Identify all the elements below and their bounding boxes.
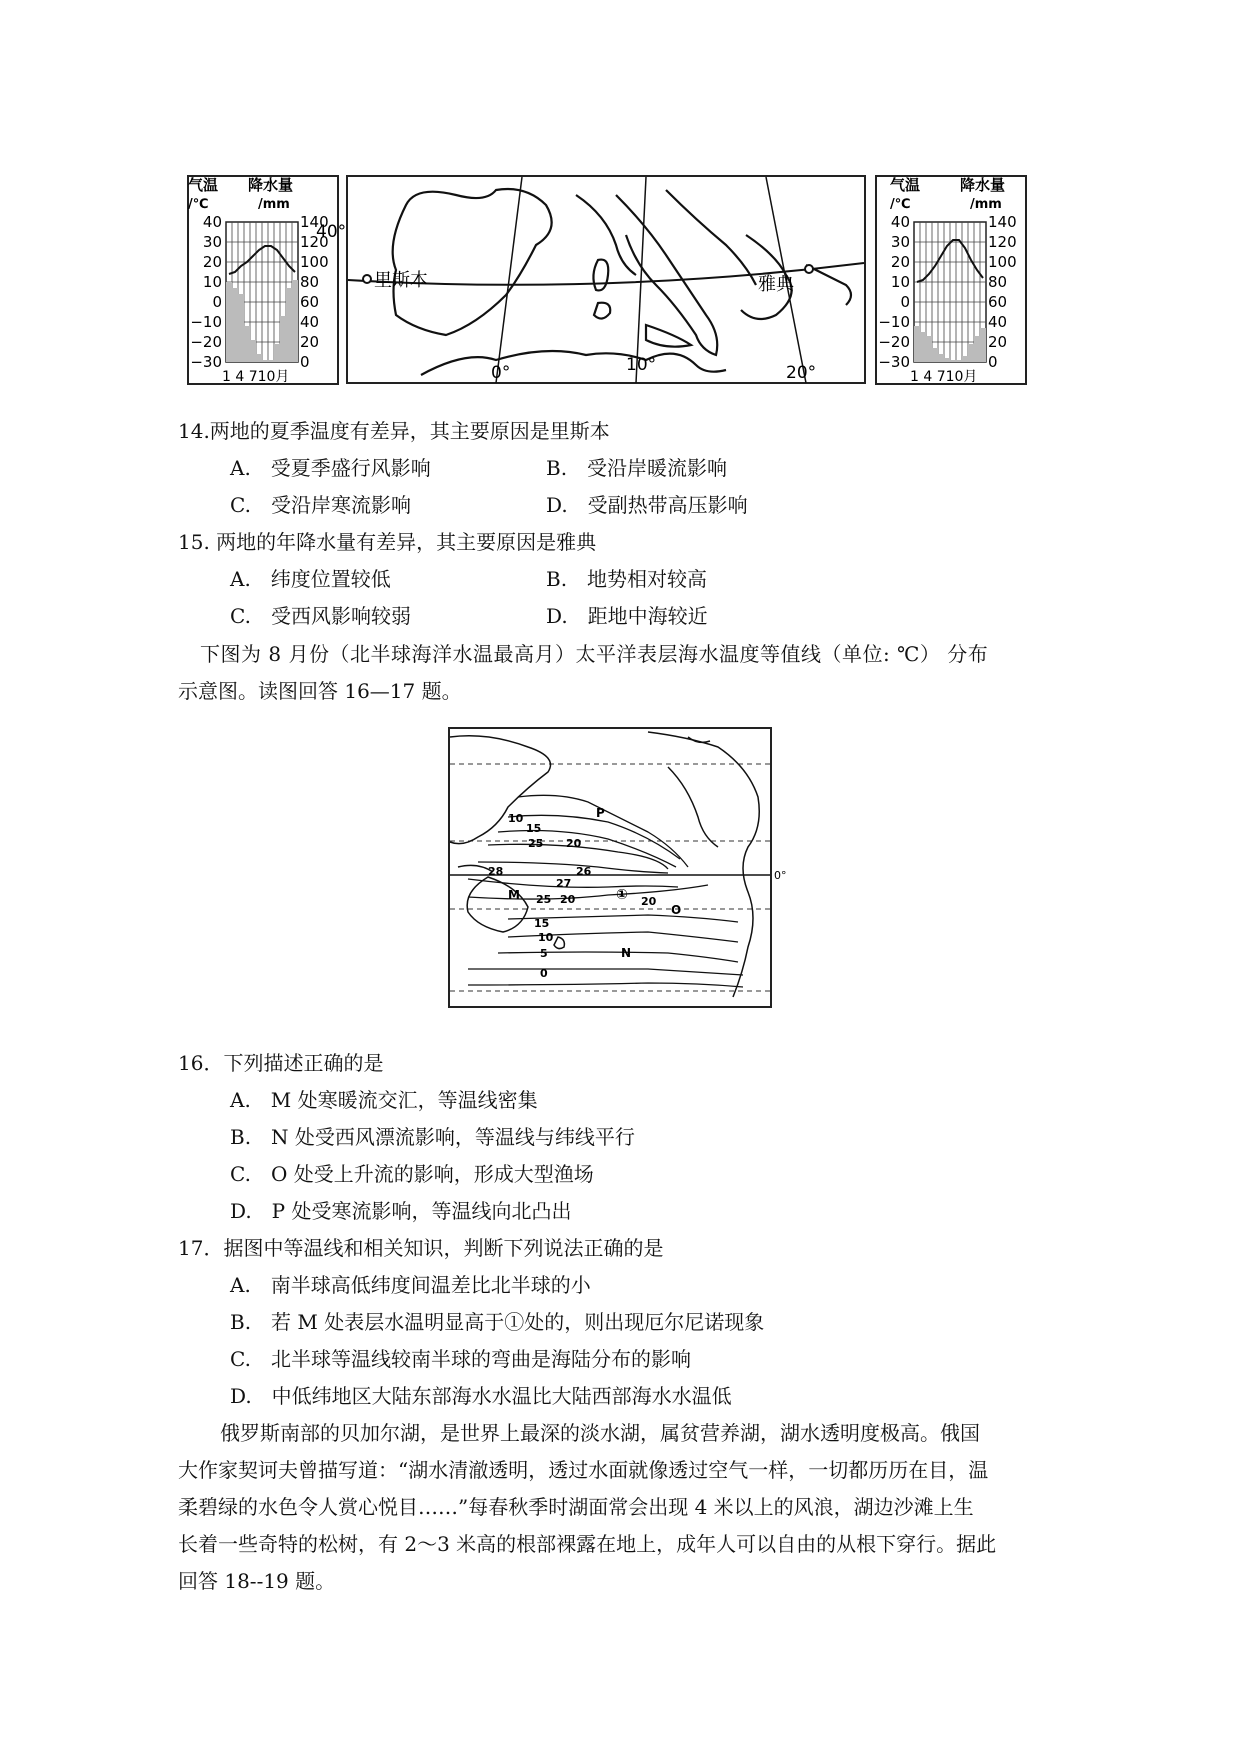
svg-text:20: 20 xyxy=(890,253,910,271)
svg-text:10: 10 xyxy=(538,931,554,944)
q15-option-a: A. 纬度位置较低 xyxy=(230,567,391,591)
svg-text:120: 120 xyxy=(988,233,1017,251)
mediterranean-map-svg xyxy=(316,175,866,385)
svg-text:15: 15 xyxy=(534,917,550,930)
q17-stem: 17．据图中等温线和相关知识，判断下列说法正确的是 xyxy=(178,1236,664,1260)
climate-chart-athens xyxy=(876,176,1026,386)
lon-0-label: 0° xyxy=(491,363,511,383)
temp-label: 气温 xyxy=(890,176,921,194)
svg-text:−20: −20 xyxy=(878,333,910,351)
intro-16-line1: 下图为 8 月份（北半球海洋水温最高月）太平洋表层海水温度等值线（单位: ℃） 分布 xyxy=(200,642,989,666)
svg-text:25: 25 xyxy=(528,837,544,850)
passage-line4: 长着一些奇特的松树，有 2～3 米高的根部裸露在地上，成年人可以自由的从根下穿行。据此 xyxy=(178,1532,997,1556)
svg-text:0: 0 xyxy=(988,353,998,371)
svg-text:120: 120 xyxy=(300,233,329,251)
q15-stem: 15. 两地的年降水量有差异，其主要原因是雅典 xyxy=(178,530,597,554)
svg-text:40: 40 xyxy=(988,313,1008,331)
intro-16-line2: 示意图。读图回答 16—17 题。 xyxy=(178,679,462,703)
precip-label: 降水量 xyxy=(960,176,1006,194)
svg-text:−10: −10 xyxy=(190,313,222,331)
lat-40-label: 40° xyxy=(316,222,347,242)
svg-text:30: 30 xyxy=(890,233,910,251)
passage-line1: 俄罗斯南部的贝加尔湖，是世界上最深的淡水湖，属贫营养湖，湖水透明度极高。俄国 xyxy=(220,1421,980,1445)
month-ticks: 1 4 710月 xyxy=(222,369,290,385)
climate-chart-lisbon xyxy=(188,176,338,386)
svg-text:140: 140 xyxy=(300,213,329,231)
svg-text:10: 10 xyxy=(508,812,524,825)
svg-text:100: 100 xyxy=(988,253,1017,271)
passage-line2: 大作家契诃夫曾描写道：“湖水清澈透明，透过水面就像透过空气一样，一切都历历在目，温 xyxy=(178,1458,989,1482)
svg-text:20: 20 xyxy=(566,837,582,850)
pacific-sst-map xyxy=(448,727,788,1009)
svg-text:−30: −30 xyxy=(190,353,222,371)
svg-text:27: 27 xyxy=(556,877,572,890)
climate-chart-lisbon-svg xyxy=(188,176,338,386)
month-ticks: 1 4 710月 xyxy=(910,369,978,385)
svg-text:20: 20 xyxy=(641,895,657,908)
pacific-sst-map-svg xyxy=(448,727,788,1009)
q16-option-c: C. O 处受上升流的影响，形成大型渔场 xyxy=(230,1162,594,1186)
lon-20-label: 20° xyxy=(786,363,817,383)
passage-line5: 回答 18--19 题。 xyxy=(178,1569,336,1593)
passage-line3: 柔碧绿的水色令人赏心悦目……”每春秋季时湖面常会出现 4 米以上的风浪，湖边沙滩上生 xyxy=(178,1495,974,1519)
svg-text:5: 5 xyxy=(540,947,548,960)
svg-text:28: 28 xyxy=(488,865,504,878)
temp-unit: /℃ xyxy=(188,197,209,212)
q16-option-b: B. N 处受西风漂流影响，等温线与纬线平行 xyxy=(230,1125,635,1149)
svg-text:−10: −10 xyxy=(878,313,910,331)
label-o: O xyxy=(671,903,682,917)
precip-unit: /mm xyxy=(970,197,1002,212)
label-p: P xyxy=(596,806,605,820)
svg-text:25: 25 xyxy=(536,893,552,906)
temp-unit: /℃ xyxy=(890,197,911,212)
q14-stem: 14.两地的夏季温度有差异，其主要原因是里斯本 xyxy=(178,419,610,443)
label-n: N xyxy=(621,946,632,960)
svg-text:10: 10 xyxy=(890,273,910,291)
q14-option-c: C. 受沿岸寒流影响 xyxy=(230,493,411,517)
svg-text:40: 40 xyxy=(202,213,222,231)
athens-marker xyxy=(805,265,813,273)
svg-text:80: 80 xyxy=(300,273,320,291)
svg-text:−30: −30 xyxy=(878,353,910,371)
svg-text:80: 80 xyxy=(988,273,1008,291)
svg-text:40: 40 xyxy=(890,213,910,231)
q14-option-d: D. 受副热带高压影响 xyxy=(546,493,748,517)
q14-option-b: B. 受沿岸暖流影响 xyxy=(546,456,728,480)
svg-text:140: 140 xyxy=(988,213,1017,231)
svg-text:0: 0 xyxy=(900,293,910,311)
svg-text:40: 40 xyxy=(300,313,320,331)
q15-option-c: C. 受西风影响较弱 xyxy=(230,604,411,628)
lisbon-marker xyxy=(363,275,371,283)
svg-text:0: 0 xyxy=(540,967,548,980)
q14-option-a: A. 受夏季盛行风影响 xyxy=(230,456,431,480)
q17-option-a: A. 南半球高低纬度间温差比北半球的小 xyxy=(230,1273,591,1297)
temp-label: 气温 xyxy=(188,176,219,194)
equator-label: 0° xyxy=(774,869,787,882)
q17-option-d: D. 中低纬地区大陆东部海水水温比大陆西部海水水温低 xyxy=(230,1384,732,1408)
lisbon-label: 里斯本 xyxy=(374,270,428,291)
svg-text:10: 10 xyxy=(202,273,222,291)
athens-label: 雅典 xyxy=(758,274,794,295)
svg-text:60: 60 xyxy=(300,293,320,311)
svg-text:−20: −20 xyxy=(190,333,222,351)
climate-chart-athens-svg xyxy=(876,176,1026,386)
q15-option-b: B. 地势相对较高 xyxy=(546,567,708,591)
svg-text:0: 0 xyxy=(300,353,310,371)
svg-text:100: 100 xyxy=(300,253,329,271)
svg-text:30: 30 xyxy=(202,233,222,251)
mediterranean-map xyxy=(316,175,866,385)
svg-text:60: 60 xyxy=(988,293,1008,311)
svg-text:26: 26 xyxy=(576,865,592,878)
precip-unit: /mm xyxy=(258,197,290,212)
svg-text:20: 20 xyxy=(300,333,320,351)
svg-text:20: 20 xyxy=(202,253,222,271)
q17-option-b: B. 若 M 处表层水温明显高于①处的，则出现厄尔尼诺现象 xyxy=(230,1310,765,1334)
q17-option-c: C. 北半球等温线较南半球的弯曲是海陆分布的影响 xyxy=(230,1347,691,1371)
label-circled-1: ① xyxy=(616,887,628,903)
q16-stem: 16．下列描述正确的是 xyxy=(178,1051,384,1075)
svg-text:20: 20 xyxy=(560,893,576,906)
label-m: M xyxy=(508,888,520,902)
q15-option-d: D. 距地中海较近 xyxy=(546,604,708,628)
precip-label: 降水量 xyxy=(248,176,294,194)
q16-option-a: A. M 处寒暖流交汇，等温线密集 xyxy=(230,1088,538,1112)
svg-text:0: 0 xyxy=(212,293,222,311)
q16-option-d: D. P 处受寒流影响，等温线向北凸出 xyxy=(230,1199,572,1223)
svg-text:15: 15 xyxy=(526,822,542,835)
svg-text:20: 20 xyxy=(988,333,1008,351)
lon-10-label: 10° xyxy=(626,355,657,375)
